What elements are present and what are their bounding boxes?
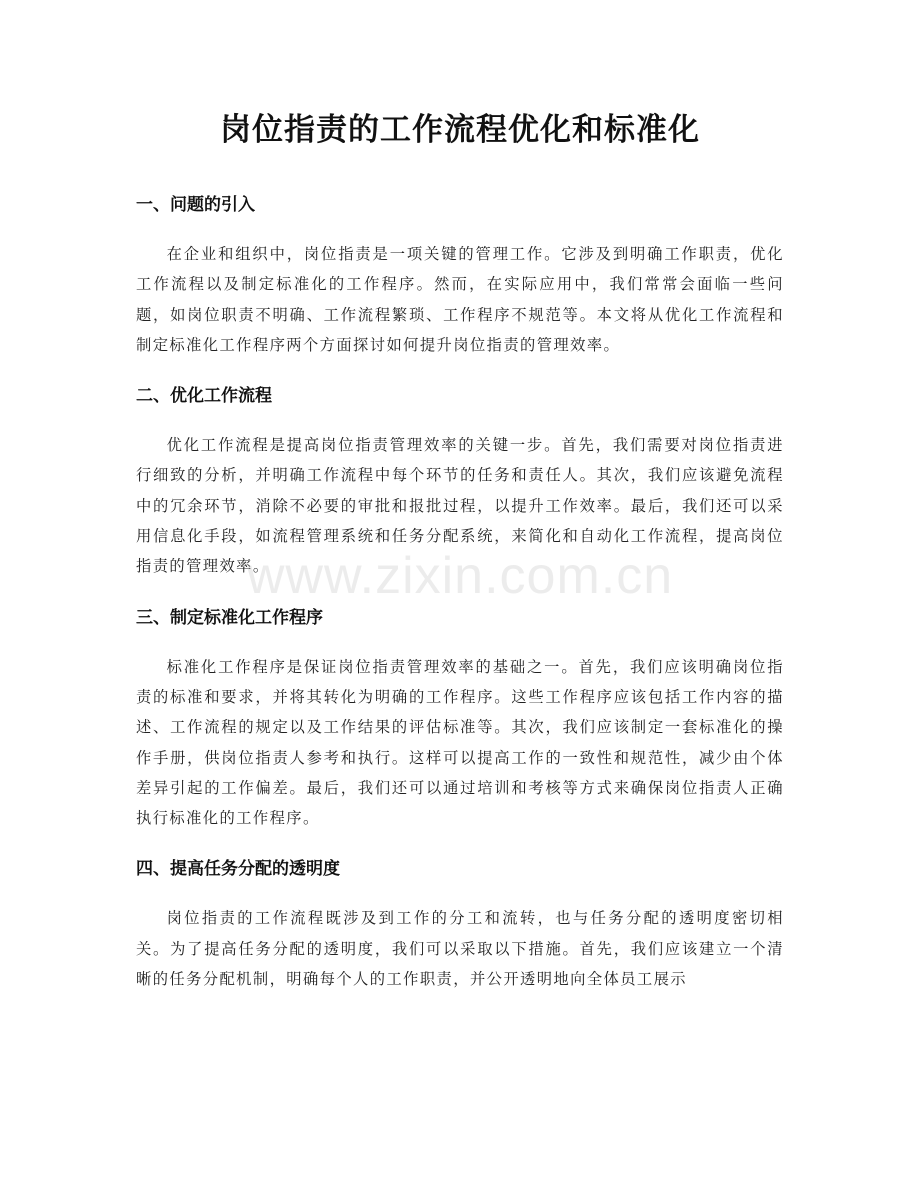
section-heading-1: 一、问题的引入	[136, 195, 255, 215]
section-heading-3: 三、制定标准化工作程序	[136, 607, 323, 628]
watermark: www.zixin.com.cn	[246, 547, 674, 605]
section-paragraph-2: 优化工作流程是提高岗位指责管理效率的关键一步。首先，我们需要对岗位指责进行细致的分析，并明确工作流程中每个环节的任务和责任人。其次，我们应该避免流程中的冗余环节，消除不必要的审批和报批过程，以提升工作效率。最后，我们还可以采用信息化手段，如流程管理系统和任务分配系统，来简化和自动化工作流程，提高岗位指责的管理效率。	[136, 436, 784, 576]
section-paragraph-1: 在企业和组织中，岗位指责是一项关键的管理工作。它涉及到明确工作职责，优化工作流程以及制定标准化的工作程序。然而，在实际应用中，我们常常会面临一些问题，如岗位职责不明确、工作流程繁琐、工作程序不规范等。本文将从优化工作流程和制定标准化工作程序两个方面探讨如何提升岗位指责的管理效率。	[136, 245, 784, 354]
section-heading-2: 二、优化工作流程	[136, 386, 272, 407]
section-paragraph-3: 标准化工作程序是保证岗位指责管理效率的基础之一。首先，我们应该明确岗位指责的标准和要求，并将其转化为明确的工作程序。这些工作程序应该包括工作内容的描述、工作流程的规定以及工作结果的评估标准等。其次，我们应该制定一套标准化的操作手册，供岗位指责人参考和执行。这样可以提高工作的一致性和规范性，减少由个体差异引起的工作偏差。最后，我们还可以通过培训和考核等方式来确保岗位指责人正确执行标准化的工作程序。	[136, 657, 784, 828]
document-title: 岗位指责的工作流程优化和标准化	[220, 112, 700, 148]
section-paragraph-4: 岗位指责的工作流程既涉及到工作的分工和流转，也与任务分配的透明度密切相关。为了提高任务分配的透明度，我们可以采取以下措施。首先，我们应该建立一个清晰的任务分配机制，明确每个人的工作职责，并公开透明地向全体员工展示	[136, 909, 784, 989]
section-heading-4: 四、提高任务分配的透明度	[136, 859, 340, 880]
